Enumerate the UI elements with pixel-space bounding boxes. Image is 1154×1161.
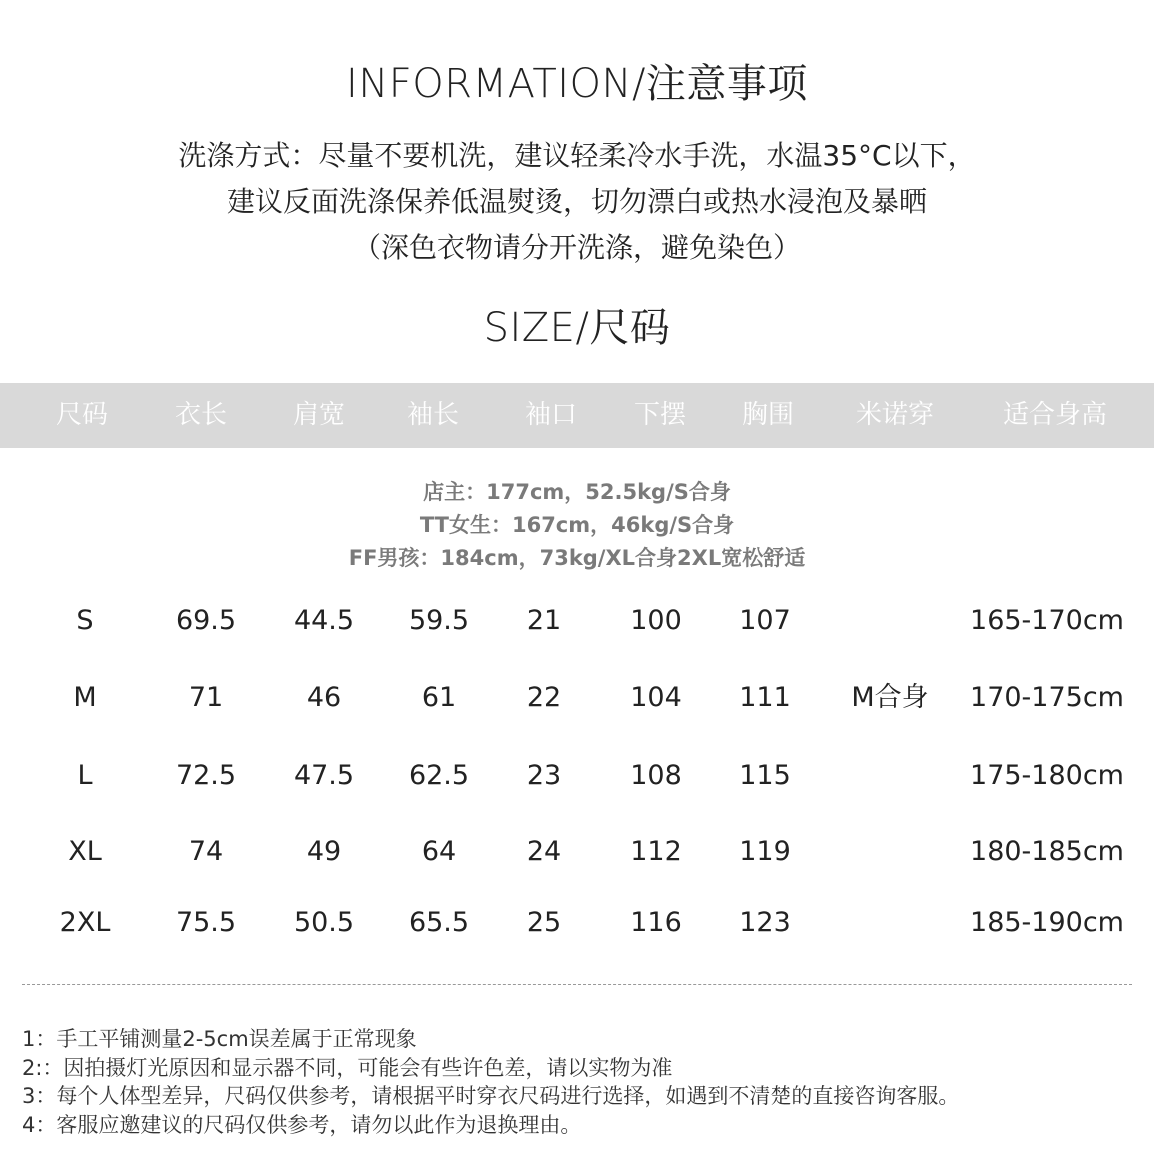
cell-cuff: 25 (526, 907, 562, 938)
cell-size: 2XL (59, 907, 111, 938)
model-note: FF男孩：184cm，73kg/XL合身2XL宽松舒适 (348, 546, 806, 570)
size-title: SIZE/尺码 (483, 305, 671, 351)
header-size: 尺码 (55, 400, 109, 430)
cell-chest: 111 (739, 682, 791, 713)
header-sleeve: 袖长 (406, 400, 460, 430)
cell-shoulder: 50.5 (293, 907, 355, 938)
footnote: 4：客服应邀建议的尺码仅供参考，请勿以此作为退换理由。 (22, 1112, 582, 1137)
cell-size: S (76, 605, 94, 636)
cell-height: 170-175cm (970, 682, 1124, 713)
cell-chest: 119 (739, 836, 791, 867)
cell-length: 69.5 (175, 605, 237, 636)
cell-hem: 108 (630, 760, 682, 791)
model-notes (0, 476, 1154, 575)
cell-cuff: 22 (526, 682, 562, 713)
header-cuff: 袖口 (524, 400, 578, 430)
header-chest: 胸围 (741, 400, 795, 430)
cell-length: 75.5 (175, 907, 237, 938)
footnotes (22, 1025, 959, 1139)
footnote: 1：手工平铺测量2-5cm误差属于正常现象 (22, 1027, 417, 1051)
table-row (0, 832, 1154, 872)
cell-shoulder: 46 (306, 682, 342, 713)
table-row (0, 903, 1154, 943)
model-note: 店主：177cm，52.5kg/S合身 (423, 480, 731, 504)
cell-size: L (77, 760, 93, 791)
table-row (0, 756, 1154, 796)
cell-length: 74 (188, 836, 224, 867)
footnote: 3：每个人体型差异，尺码仅供参考，请根据平时穿衣尺码进行选择，如遇到不清楚的直接咨询客服。 (22, 1084, 960, 1108)
header-length: 衣长 (174, 400, 228, 430)
cell-hem: 112 (630, 836, 682, 867)
cell-sleeve: 62.5 (408, 760, 470, 791)
cell-sleeve: 65.5 (408, 907, 470, 938)
table-row (0, 601, 1154, 641)
cell-cuff: 21 (526, 605, 562, 636)
cell-height: 175-180cm (970, 760, 1124, 791)
header-hem: 下摆 (633, 400, 687, 430)
cell-chest: 123 (739, 907, 791, 938)
cell-height: 185-190cm (970, 907, 1124, 938)
cell-hem: 100 (630, 605, 682, 636)
cell-shoulder: 47.5 (293, 760, 355, 791)
cell-cuff: 23 (526, 760, 562, 791)
cell-sleeve: 61 (421, 682, 457, 713)
header-mino: 米诺穿 (855, 400, 935, 430)
cell-cuff: 24 (526, 836, 562, 867)
footnote: 2:：因拍摄灯光原因和显示器不同，可能会有些许色差，请以实物为准 (22, 1055, 673, 1080)
cell-sleeve: 59.5 (408, 605, 470, 636)
header-shoulder: 肩宽 (292, 400, 346, 430)
dashed-divider (22, 984, 1132, 985)
cell-chest: 115 (739, 760, 791, 791)
cell-height: 165-170cm (970, 605, 1124, 636)
table-row (0, 678, 1154, 718)
model-note: TT女生：167cm，46kg/S合身 (419, 513, 735, 537)
cell-chest: 107 (739, 605, 791, 636)
cell-size: XL (68, 836, 102, 867)
mino-fit-note: M合身 (851, 682, 929, 713)
care-line: 建议反面洗涤保养低温熨烫，切勿漂白或热水浸泡及暴晒 (226, 185, 927, 218)
cell-shoulder: 49 (306, 836, 342, 867)
cell-sleeve: 64 (421, 836, 457, 867)
cell-height: 180-185cm (970, 836, 1124, 867)
cell-size: M (73, 682, 97, 713)
information-title: INFORMATION/注意事项 (346, 61, 808, 107)
care-line: （深色衣物请分开洗涤，避免染色） (352, 231, 801, 264)
cell-hem: 104 (630, 682, 682, 713)
cell-length: 71 (188, 682, 224, 713)
care-line: 洗涤方式：尽量不要机洗，建议轻柔冷水手洗，水温35°C以下， (178, 139, 976, 172)
cell-shoulder: 44.5 (293, 605, 355, 636)
size-table-header (0, 383, 1154, 448)
cell-hem: 116 (630, 907, 682, 938)
care-instructions (0, 133, 1154, 271)
cell-length: 72.5 (175, 760, 237, 791)
header-height: 适合身高 (1002, 400, 1108, 430)
